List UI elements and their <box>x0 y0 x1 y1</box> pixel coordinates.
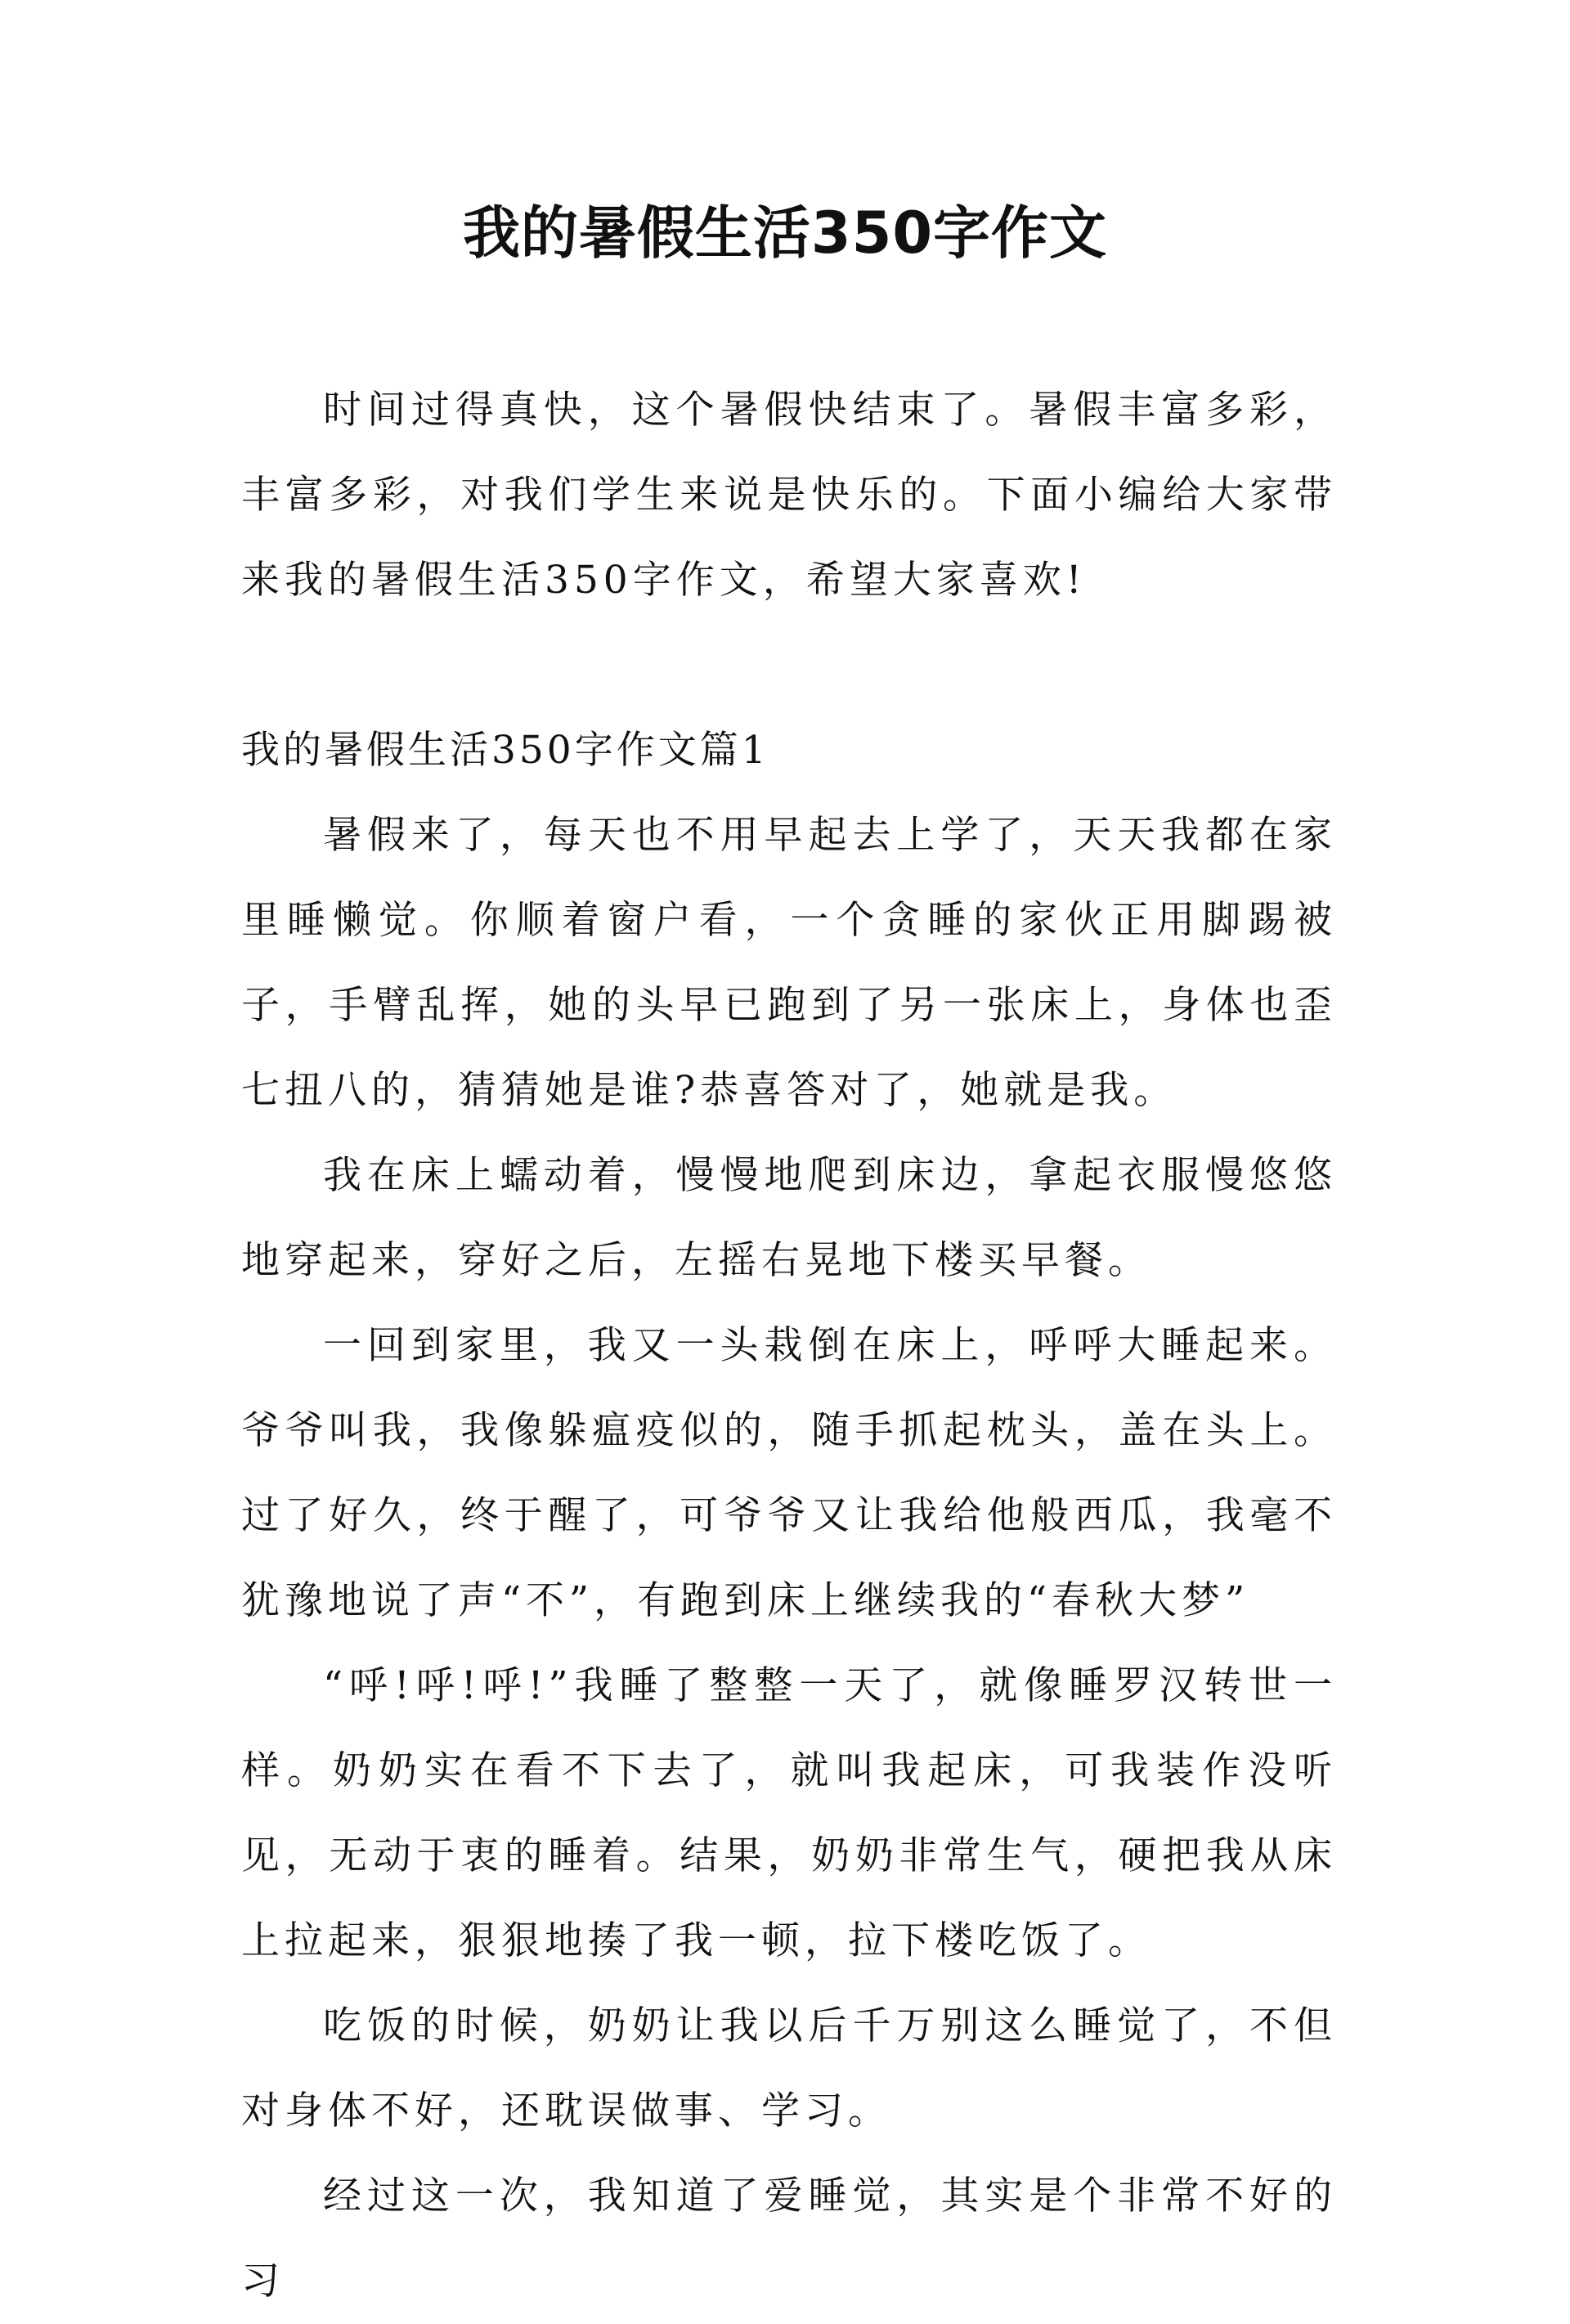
section-heading: 我的暑假生活350字作文篇1 <box>241 728 769 773</box>
body-paragraph: 一回到家里，我又一头栽倒在床上，呼呼大睡起来。爷爷叫我，我像躲瘟疫似的，随手抓起枕头，盖在头上。过了好久，终于醒了，可爷爷又让我给他般西瓜，我毫不犹豫地说了声“不”，有跑到床上继续我的“春秋大梦” <box>241 1323 1337 1623</box>
document-body <box>241 368 1337 2324</box>
body-paragraph: 吃饭的时候，奶奶让我以后千万别这么睡觉了，不但对身体不好，还耽误做事、学习。 <box>241 2003 1337 2133</box>
paragraph-gap <box>241 623 1337 708</box>
body-paragraph: “呼!呼!呼!”我睡了整整一天了，就像睡罗汉转世一样。奶奶实在看不下去了，就叫我起床，可我装作没听见，无动于衷的睡着。结果，奶奶非常生气，硬把我从床上拉起来，狠狠地揍了我一顿，拉下楼吃饭了。 <box>241 1663 1337 1963</box>
document-title: 我的暑假生活350字作文 <box>462 200 1108 267</box>
body-paragraph: 我在床上蠕动着，慢慢地爬到床边，拿起衣服慢悠悠地穿起来，穿好之后，左摇右晃地下楼买早餐。 <box>241 1153 1337 1283</box>
intro-paragraph: 时间过得真快，这个暑假快结束了。暑假丰富多彩，丰富多彩，对我们学生来说是快乐的。下面小编给大家带来我的暑假生活350字作文，希望大家喜欢! <box>241 388 1337 603</box>
body-paragraph: 暑假来了，每天也不用早起去上学了，天天我都在家里睡懒觉。你顺着窗户看，一个贪睡的家伙正用脚踢被子，手臂乱挥，她的头早已跑到了另一张床上，身体也歪七扭八的，猜猜她是谁?恭喜答对了，她就是我。 <box>241 813 1337 1113</box>
body-paragraph: 经过这一次，我知道了爱睡觉，其实是个非常不好的习 <box>241 2174 1337 2304</box>
